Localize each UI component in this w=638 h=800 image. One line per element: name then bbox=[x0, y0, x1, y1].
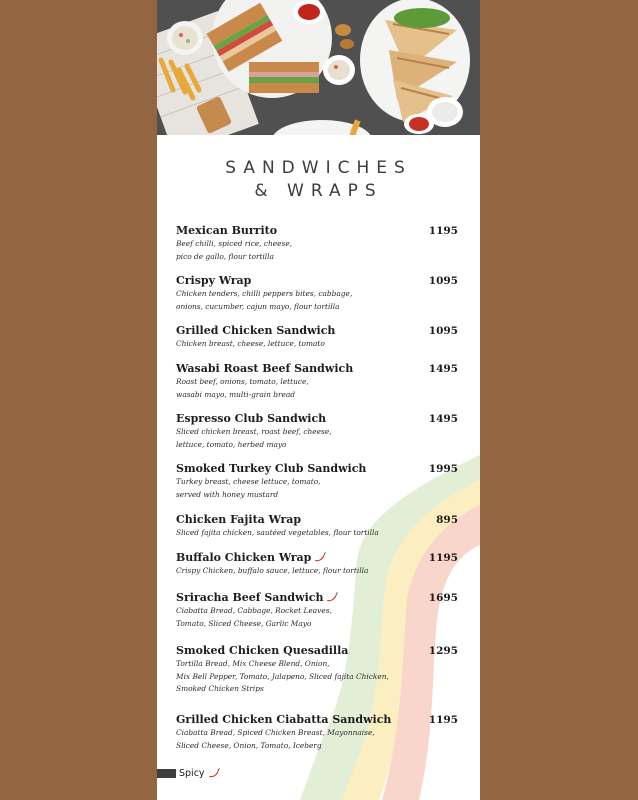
menu-item-wasabi-roast-beef-sandwich bbox=[176, 362, 466, 401]
item-price: 1495 bbox=[428, 363, 458, 375]
menu-item-grilled-chicken-ciabatta-sandwich bbox=[176, 713, 466, 752]
menu-card bbox=[157, 0, 480, 800]
item-name: Grilled Chicken Sandwich bbox=[176, 324, 336, 337]
menu-title-line1: SANDWICHES bbox=[225, 158, 412, 178]
item-description: Sliced chicken breast, roast beef, cheese, bbox=[176, 427, 332, 436]
chili-pepper-icon bbox=[208, 768, 220, 778]
item-description: Chicken tenders, chilli peppers bites, cabbage, bbox=[176, 289, 353, 298]
item-name: Sriracha Beef Sandwich bbox=[176, 591, 324, 604]
item-name: Wasabi Roast Beef Sandwich bbox=[176, 362, 354, 375]
item-name: Crispy Wrap bbox=[176, 274, 252, 287]
menu-item-buffalo-chicken-wrap bbox=[176, 551, 466, 578]
menu-item-espresso-club-sandwich bbox=[176, 412, 466, 451]
item-description: Chicken breast, cheese, lettuce, tomato bbox=[176, 339, 325, 348]
item-description: Sliced fajita chicken, sautéed vegetables, flour tortilla bbox=[176, 528, 379, 537]
item-price: 1095 bbox=[428, 275, 458, 287]
chili-pepper-icon bbox=[314, 552, 326, 562]
chili-pepper-icon bbox=[326, 592, 338, 602]
item-description: Sliced Cheese, Onion, Tomato, Iceberg bbox=[176, 740, 322, 750]
item-description: Mix Bell Pepper, Tomato, Jalapeno, Sliced fajita Chicken, bbox=[176, 671, 389, 681]
item-name: Mexican Burrito bbox=[176, 224, 278, 237]
item-description: Crispy Chicken, buffalo sauce, lettuce, flour tortilla bbox=[176, 566, 369, 575]
item-description: Tortilla Bread, Mix Cheese Blend, Onion, bbox=[176, 659, 330, 668]
item-name-row bbox=[176, 591, 466, 605]
item-description: lettuce, tomato, herbed mayo bbox=[176, 439, 287, 449]
item-price: 1195 bbox=[428, 225, 458, 237]
item-description: Tomato, Sliced Cheese, Garlic Mayo bbox=[176, 618, 312, 628]
legend-swatch bbox=[157, 769, 176, 778]
menu-item-smoked-chicken-quesadilla bbox=[176, 644, 466, 696]
item-price: 1695 bbox=[428, 592, 458, 604]
item-description: Ciabatta Bread, Cabbage, Rocket Leaves, bbox=[176, 606, 332, 615]
item-description: served with honey mustard bbox=[176, 489, 279, 499]
item-description: Smoked Chicken Strips bbox=[176, 684, 264, 693]
item-name: Espresso Club Sandwich bbox=[176, 412, 327, 425]
item-name: Chicken Fajita Wrap bbox=[176, 513, 302, 526]
menu-title-line2: & WRAPS bbox=[254, 181, 383, 201]
item-price: 1195 bbox=[428, 552, 458, 564]
item-description: Beef chilli, spiced rice, cheese, bbox=[176, 239, 293, 248]
item-name: Smoked Chicken Quesadilla bbox=[176, 644, 349, 657]
menu-item-grilled-chicken-sandwich bbox=[176, 324, 466, 351]
item-price: 1095 bbox=[428, 325, 458, 337]
item-price: 1195 bbox=[428, 714, 458, 726]
item-name-row bbox=[176, 551, 466, 565]
menu-item-chicken-fajita-wrap bbox=[176, 513, 466, 540]
item-name: Buffalo Chicken Wrap bbox=[176, 551, 312, 564]
item-name: Grilled Chicken Ciabatta Sandwich bbox=[176, 713, 392, 726]
item-name: Smoked Turkey Club Sandwich bbox=[176, 462, 367, 475]
legend-label: Spicy bbox=[179, 767, 205, 779]
menu-item-smoked-turkey-club-sandwich bbox=[176, 462, 466, 501]
menu-item-mexican-burrito bbox=[176, 224, 466, 263]
item-description: wasabi mayo, multi-grain bread bbox=[176, 389, 295, 399]
spicy-legend bbox=[157, 766, 220, 780]
item-description: pico de gallo, flour tortilla bbox=[176, 251, 274, 261]
item-description: Turkey breast, cheese lettuce, tomato, bbox=[176, 477, 321, 486]
item-price: 1495 bbox=[428, 413, 458, 425]
menu-item-sriracha-beef-sandwich bbox=[176, 591, 466, 630]
item-description: Roast beef, onions, tomato, lettuce, bbox=[176, 377, 309, 386]
item-price: 895 bbox=[436, 514, 458, 526]
item-price: 1995 bbox=[428, 463, 458, 475]
item-price: 1295 bbox=[428, 645, 458, 657]
item-description: Ciabatta Bread, Spiced Chicken Breast, Mayonnaise, bbox=[176, 728, 375, 737]
item-description: onions, cucumber, cajun mayo, flour tortilla bbox=[176, 301, 340, 311]
menu-item-crispy-wrap bbox=[176, 274, 466, 313]
